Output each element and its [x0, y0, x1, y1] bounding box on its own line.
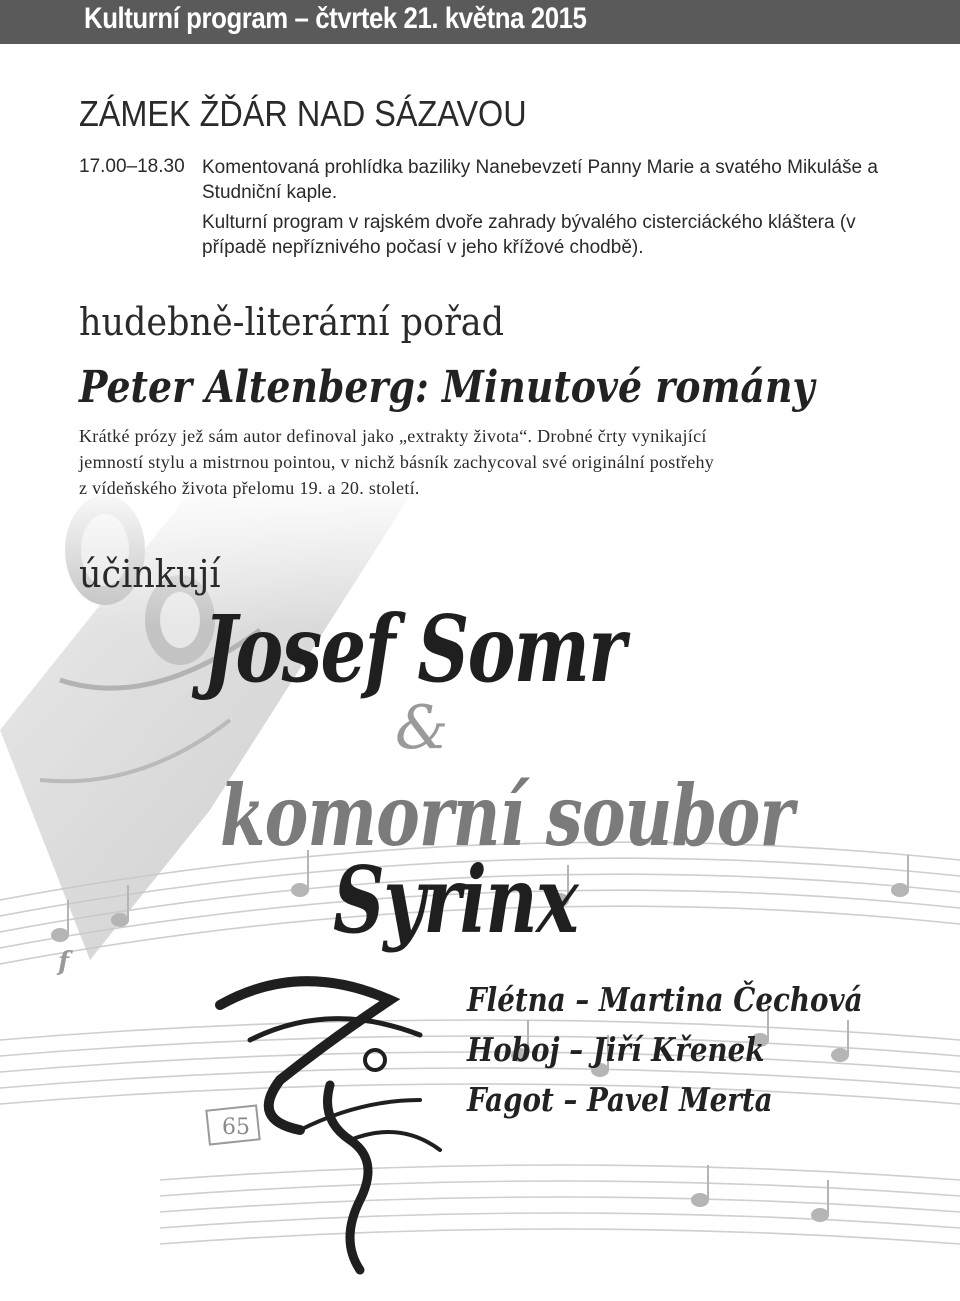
- schedule-time: 17.00–18.30: [79, 156, 185, 177]
- description-line: z vídeňského života přelomu 19. a 20. století.: [79, 478, 420, 498]
- schedule-line: Komentovaná prohlídka baziliky Nanebevzetí Panny Marie a svatého Mikuláše a Studniční kaple.: [202, 157, 878, 203]
- venue-title: ZÁMEK ŽĎÁR NAD SÁZAVOU: [79, 93, 527, 134]
- program-title: Peter Altenberg: Minutové romány: [79, 362, 815, 413]
- program-subtitle: hudebně-literární pořad: [79, 300, 505, 344]
- description-line: Krátké prózy jež sám autor definoval jako „extrakty života“. Drobné črty vynikající: [79, 426, 707, 446]
- main-performer: Josef Somr: [203, 595, 625, 703]
- ensemble-member: Flétna – Martina Čechová: [467, 980, 863, 1019]
- ensemble-member: Fagot – Pavel Merta: [467, 1080, 773, 1119]
- ampersand: &: [395, 693, 449, 763]
- ensemble-label: komorní soubor: [220, 766, 794, 865]
- performers-heading: účinkují: [79, 552, 221, 596]
- ensemble-member: Hoboj – Jiří Křenek: [467, 1030, 765, 1069]
- schedule-description: [202, 156, 922, 260]
- program-description: [79, 423, 960, 501]
- page-title: Kulturní program – čtvrtek 21. května 2015: [84, 2, 587, 35]
- description-line: jemností stylu a mistrnou pointou, v nichž básník zachycoval své originální postřehy: [79, 452, 715, 472]
- schedule-line: Kulturní program v rajském dvoře zahrady bývalého cisterciáckého kláštera (v případě nepříznivého počasí v jeho křížové chodbě).: [202, 212, 856, 258]
- ensemble-name: Syrinx: [333, 846, 578, 954]
